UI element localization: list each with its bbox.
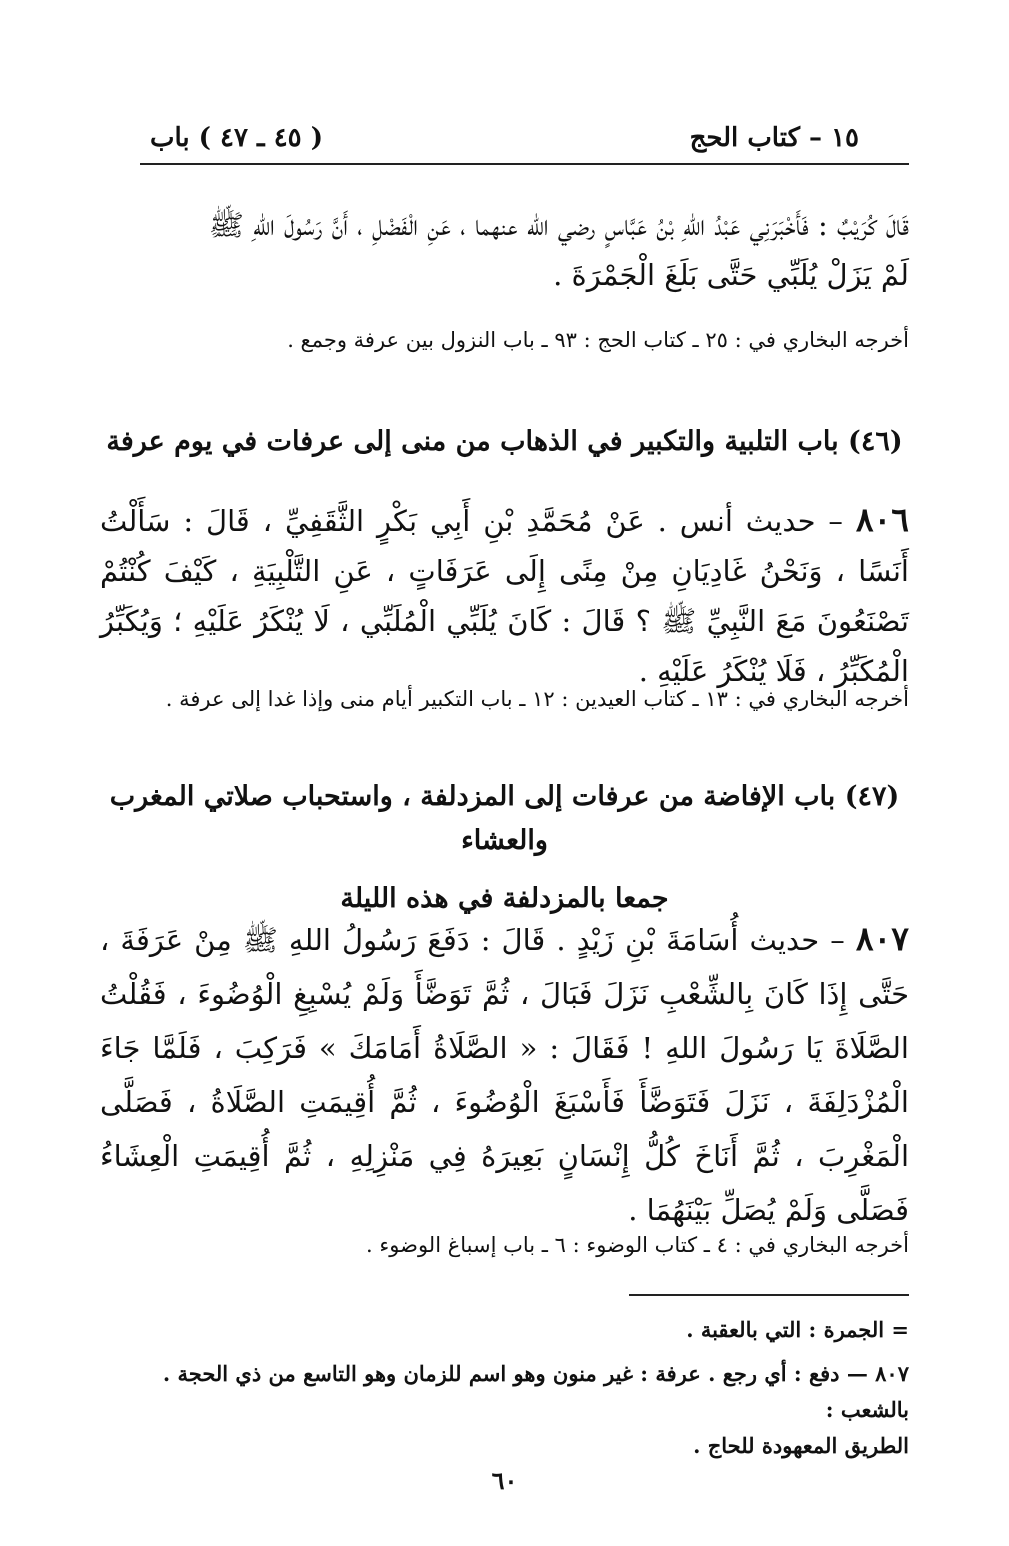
chapter-heading-47-line-2: جمعا بالمزدلفة في هذه الليلة [340, 883, 669, 914]
hadith-806-source: أخرجه البخاري في : ١٣ ـ كتاب العيدين : ١٢ ـ باب التكبير أيام منى وإذا غدا إلى عرفة . [165, 687, 909, 711]
hadith-806 [100, 495, 909, 696]
header-chapter: ١٥ – كتاب الحج [689, 123, 859, 153]
running-header [150, 118, 859, 158]
footnote-line-1: = الجمرة : التي بالعقبة . [686, 1317, 909, 1342]
header-section: ( ٤٥ ـ ٤٧ ) باب [150, 123, 324, 153]
footnote-line-3: الطريق المعهودة للحاج . [693, 1433, 909, 1458]
hadith-text: – حديث أُسَامَةَ بْنِ زَيْدٍ . قَالَ : دَفَعَ رَسُولُ اللهِ ﷺ مِنْ عَرَفَةَ ، حَتَّى إِذَا كَانَ بِالشِّعْبِ نَزَلَ فَبَالَ ، ثُمَّ تَوَضَّأَ وَلَمْ يُسْبِغِ الْوُضُوءَ ، فَقُلْتُ الصَّلَاةَ يَا رَسُولَ اللهِ ! فَقَالَ : « الصَّلَاةُ أَمَامَكَ » فَرَكِبَ ، فَلَمَّا جَاءَ الْمُزْدَلِفَةَ ، نَزَلَ فَتَوَضَّأَ فَأَسْبَغَ الْوُضُوءَ ، ثُمَّ أُقِيمَتِ الصَّلَاةُ ، فَصَلَّى الْمَغْرِبَ ، ثُمَّ أَنَاخَ كُلُّ إِنْسَانٍ بَعِيرَهُ فِي مَنْزِلِهِ ، ثُمَّ أُقِيمَتِ الْعِشَاءُ فَصَلَّى وَلَمْ يُصَلِّ بَيْنَهُمَا . [100, 923, 909, 1227]
hadith-807-source: أخرجه البخاري في : ٤ ـ كتاب الوضوء : ٦ ـ باب إسباغ الوضوء . [366, 1233, 909, 1257]
chapter-heading-47 [100, 775, 909, 921]
chapter-heading-47-line-1: (٤٧) باب الإفاضة من عرفات إلى المزدلفة ، واستحباب صلاتي المغرب والعشاء [109, 781, 900, 856]
hadith-807 [100, 912, 909, 1237]
hadith-line-2: لَمْ يَزَلْ يُلَبِّي حَتَّى بَلَغَ الْجَمْرَةَ . [553, 258, 909, 292]
footnote-rule [629, 1294, 909, 1296]
hadith-text: – حديث أنس . عَنْ مُحَمَّدِ بْنِ أَبِي بَكْرٍ الثَّقَفِيِّ ، قَالَ : سَأَلْتُ أَنَسًا ، وَنَحْنُ غَادِيَانِ مِنْ مِنًى إِلَى عَرَفَاتٍ ، عَنِ التَّلْبِيَةِ ، كَيْفَ كُنْتُمْ تَصْنَعُونَ مَعَ النَّبِيِّ ﷺ ؟ قَالَ : كَانَ يُلَبِّي الْمُلَبِّي ، لَا يُنْكَرُ عَلَيْهِ ؛ وَيُكَبِّرُ الْمُكَبِّرُ ، فَلَا يُنْكَرُ عَلَيْهِ . [100, 504, 909, 688]
footnote-line-2: ٨٠٧ — دفع : أي رجع . عرفة : غير منون وهو اسم للزمان وهو التاسع من ذي الحجة . بالشعب : [162, 1361, 909, 1422]
hadith-line-1: قَالَ كُرَيْبٌ : فَأَخْبَرَنِي عَبْدُ اللهِ بْنُ عَبَّاسٍ رضي الله عنهما ، عَنِ الْفَضْلِ ، أَنَّ رَسُولَ اللهِ ﷺ [208, 208, 909, 242]
page-number: ٦٠ [491, 1466, 518, 1495]
hadith-source: أخرجه البخاري في : ٢٥ ـ كتاب الحج : ٩٣ ـ باب النزول بين عرفة وجمع . [287, 328, 909, 352]
hadith-number: ٨٠٧ [855, 919, 909, 958]
chapter-heading-46: (٤٦) باب التلبية والتكبير في الذهاب من منى إلى عرفات في يوم عرفة [106, 426, 903, 457]
header-rule [140, 163, 909, 165]
footnotes [100, 1312, 909, 1464]
hadith-continuation [100, 200, 909, 300]
hadith-number: ٨٠٦ [855, 500, 909, 539]
